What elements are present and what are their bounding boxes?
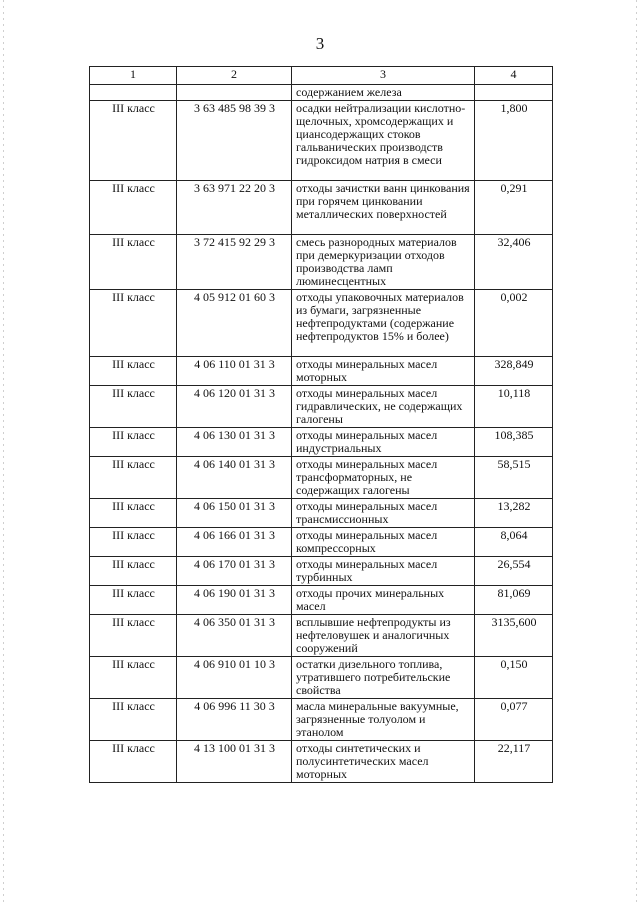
- description-cell: отходы упаковочных материалов из бумаги, загрязненные нефтепродуктами (содержание нефтепродуктов 15% и более): [292, 290, 475, 357]
- class-cell: III класс: [90, 386, 177, 428]
- table-row: [90, 528, 553, 557]
- code-cell: 4 06 120 01 31 3: [177, 386, 292, 428]
- code-cell: 4 06 350 01 31 3: [177, 615, 292, 657]
- class-cell: III класс: [90, 428, 177, 457]
- description-cell: отходы зачистки ванн цинкования при горячем цинковании металлических поверхностей: [292, 181, 475, 235]
- code-cell: 4 13 100 01 31 3: [177, 741, 292, 783]
- table-row: [90, 386, 553, 428]
- description-cell: отходы минеральных масел индустриальных: [292, 428, 475, 457]
- table-row: [90, 615, 553, 657]
- description-cell: отходы минеральных масел гидравлических, не содержащих галогены: [292, 386, 475, 428]
- table-row: [90, 290, 553, 357]
- column-header-2: 2: [177, 67, 292, 85]
- code-cell: 3 63 971 22 20 3: [177, 181, 292, 235]
- table-row: [90, 699, 553, 741]
- table-row: [90, 101, 553, 181]
- code-cell: 3 63 485 98 39 3: [177, 101, 292, 181]
- class-cell: III класс: [90, 741, 177, 783]
- description-cell: отходы минеральных масел трансформаторных, не содержащих галогены: [292, 457, 475, 499]
- description-cell: остатки дизельного топлива, утратившего потребительские свойства: [292, 657, 475, 699]
- table-row: [90, 181, 553, 235]
- code-cell: [177, 85, 292, 101]
- value-cell: 328,849: [475, 357, 553, 386]
- continuation-text: содержанием железа: [292, 85, 475, 101]
- table-row: [90, 741, 553, 783]
- value-cell: 22,117: [475, 741, 553, 783]
- description-cell: отходы синтетических и полусинтетических масел моторных: [292, 741, 475, 783]
- value-cell: 0,150: [475, 657, 553, 699]
- column-header-4: 4: [475, 67, 553, 85]
- code-cell: 3 72 415 92 29 3: [177, 235, 292, 290]
- value-cell: [475, 85, 553, 101]
- code-cell: 4 06 910 01 10 3: [177, 657, 292, 699]
- waste-table: [89, 66, 553, 783]
- description-cell: всплывшие нефтепродукты из нефтеловушек и аналогичных сооружений: [292, 615, 475, 657]
- description-cell: осадки нейтрализации кислотно-щелочных, хромсодержащих и циансодержащих стоков гальванических производств гидроксидом натрия в смеси: [292, 101, 475, 181]
- table-row: [90, 657, 553, 699]
- code-cell: 4 06 110 01 31 3: [177, 357, 292, 386]
- class-cell: III класс: [90, 528, 177, 557]
- column-header-3: 3: [292, 67, 475, 85]
- code-cell: 4 06 190 01 31 3: [177, 586, 292, 615]
- table-row: [90, 499, 553, 528]
- class-cell: III класс: [90, 181, 177, 235]
- table-row: [90, 235, 553, 290]
- table-row: [90, 457, 553, 499]
- table-body: [90, 85, 553, 783]
- table-row: [90, 557, 553, 586]
- header-row: [90, 67, 553, 85]
- value-cell: 8,064: [475, 528, 553, 557]
- value-cell: 108,385: [475, 428, 553, 457]
- value-cell: 26,554: [475, 557, 553, 586]
- value-cell: 3135,600: [475, 615, 553, 657]
- code-cell: 4 06 140 01 31 3: [177, 457, 292, 499]
- code-cell: 4 05 912 01 60 3: [177, 290, 292, 357]
- class-cell: III класс: [90, 101, 177, 181]
- table-row: [90, 586, 553, 615]
- description-cell: отходы минеральных масел трансмиссионных: [292, 499, 475, 528]
- value-cell: 32,406: [475, 235, 553, 290]
- column-header-1: 1: [90, 67, 177, 85]
- value-cell: 0,291: [475, 181, 553, 235]
- right-page-edge: [636, 0, 637, 905]
- code-cell: 4 06 996 11 30 3: [177, 699, 292, 741]
- class-cell: III класс: [90, 615, 177, 657]
- code-cell: 4 06 130 01 31 3: [177, 428, 292, 457]
- class-cell: III класс: [90, 357, 177, 386]
- class-cell: III класс: [90, 657, 177, 699]
- code-cell: 4 06 166 01 31 3: [177, 528, 292, 557]
- class-cell: III класс: [90, 457, 177, 499]
- class-cell: III класс: [90, 557, 177, 586]
- description-cell: отходы минеральных масел компрессорных: [292, 528, 475, 557]
- code-cell: 4 06 170 01 31 3: [177, 557, 292, 586]
- class-cell: III класс: [90, 586, 177, 615]
- description-cell: отходы минеральных масел моторных: [292, 357, 475, 386]
- value-cell: 1,800: [475, 101, 553, 181]
- table-row: [90, 428, 553, 457]
- value-cell: 58,515: [475, 457, 553, 499]
- value-cell: 10,118: [475, 386, 553, 428]
- continuation-row: [90, 85, 553, 101]
- description-cell: отходы прочих минеральных масел: [292, 586, 475, 615]
- description-cell: отходы минеральных масел турбинных: [292, 557, 475, 586]
- left-page-edge: [3, 0, 4, 905]
- description-cell: масла минеральные вакуумные, загрязненные толуолом и этанолом: [292, 699, 475, 741]
- code-cell: 4 06 150 01 31 3: [177, 499, 292, 528]
- class-cell: III класс: [90, 290, 177, 357]
- value-cell: 13,282: [475, 499, 553, 528]
- page-number: 3: [315, 34, 325, 53]
- class-cell: III класс: [90, 699, 177, 741]
- table-row: [90, 357, 553, 386]
- class-cell: III класс: [90, 235, 177, 290]
- description-cell: смесь разнородных материалов при демеркуризации отходов производства ламп люминесцентных: [292, 235, 475, 290]
- class-cell: III класс: [90, 499, 177, 528]
- value-cell: 81,069: [475, 586, 553, 615]
- class-cell: [90, 85, 177, 101]
- value-cell: 0,077: [475, 699, 553, 741]
- value-cell: 0,002: [475, 290, 553, 357]
